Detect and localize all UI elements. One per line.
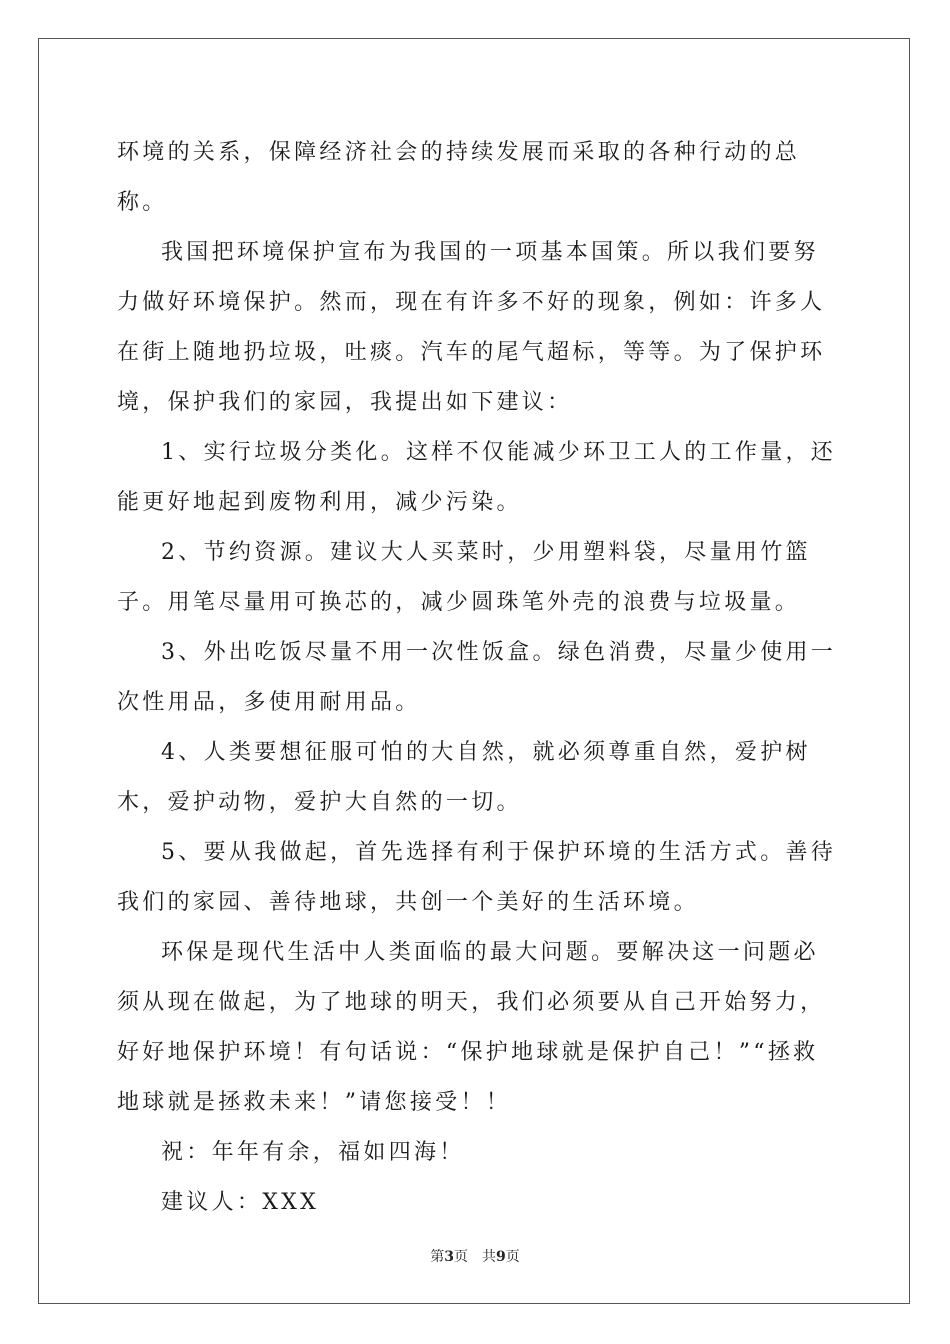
paragraph-1: 环境的关系，保障经济社会的持续发展而采取的各种行动的总称。 — [117, 140, 801, 215]
page-prefix: 第 — [430, 1249, 445, 1265]
suggestion-1: 1、实行垃圾分类化。这样不仅能减少环卫工人的工作量，还能更好地起到废物利用，减少污染。 — [117, 440, 837, 515]
paragraph-2: 我国把环境保护宣布为我国的一项基本国策。所以我们要努力做好环境保护。然而，现在有许多不好的现象，例如：许多人在街上随地扔垃圾，吐痰。汽车的尾气超标，等等。为了保护环境，保护我们的家园，我提出如下建议： — [117, 240, 826, 415]
suggestion-5: 5、要从我做起，首先选择有利于保护环境的生活方式。善待我们的家园、善待地球，共创一个美好的生活环境。 — [117, 840, 837, 915]
signature-line: 建议人：XXX — [161, 1190, 320, 1215]
page-suffix: 页 — [454, 1249, 468, 1265]
document-body — [117, 128, 837, 1228]
suggestion-2: 2、节约资源。建议大人买菜时，少用塑料袋，尽量用竹篮子。用笔尽量用可换芯的，减少圆珠笔外壳的浪费与垃圾量。 — [117, 540, 811, 615]
closing-wish: 祝：年年有余，福如四海！ — [161, 1140, 465, 1165]
total-suffix: 页 — [505, 1249, 520, 1265]
suggestion-3: 3、外出吃饭尽量不用一次性饭盒。绿色消费，尽量少使用一次性用品，多使用耐用品。 — [117, 640, 837, 715]
suggestion-4: 4、人类要想征服可怕的大自然，就必须尊重自然，爱护树木，爱护动物，爱护大自然的一切。 — [117, 740, 811, 815]
current-page-number: 3 — [444, 1249, 454, 1265]
page-footer — [0, 1247, 950, 1267]
total-prefix: 共 — [482, 1249, 496, 1265]
total-page-number: 9 — [496, 1249, 506, 1265]
conclusion-paragraph: 环保是现代生活中人类面临的最大问题。要解决这一问题必须从现在做起，为了地球的明天，我们必须要从自己开始努力，好好地保护环境！有句话说：“保护地球就是保护自己！”“拯救地球就是拯救未来！”请您接受！！ — [117, 940, 826, 1115]
